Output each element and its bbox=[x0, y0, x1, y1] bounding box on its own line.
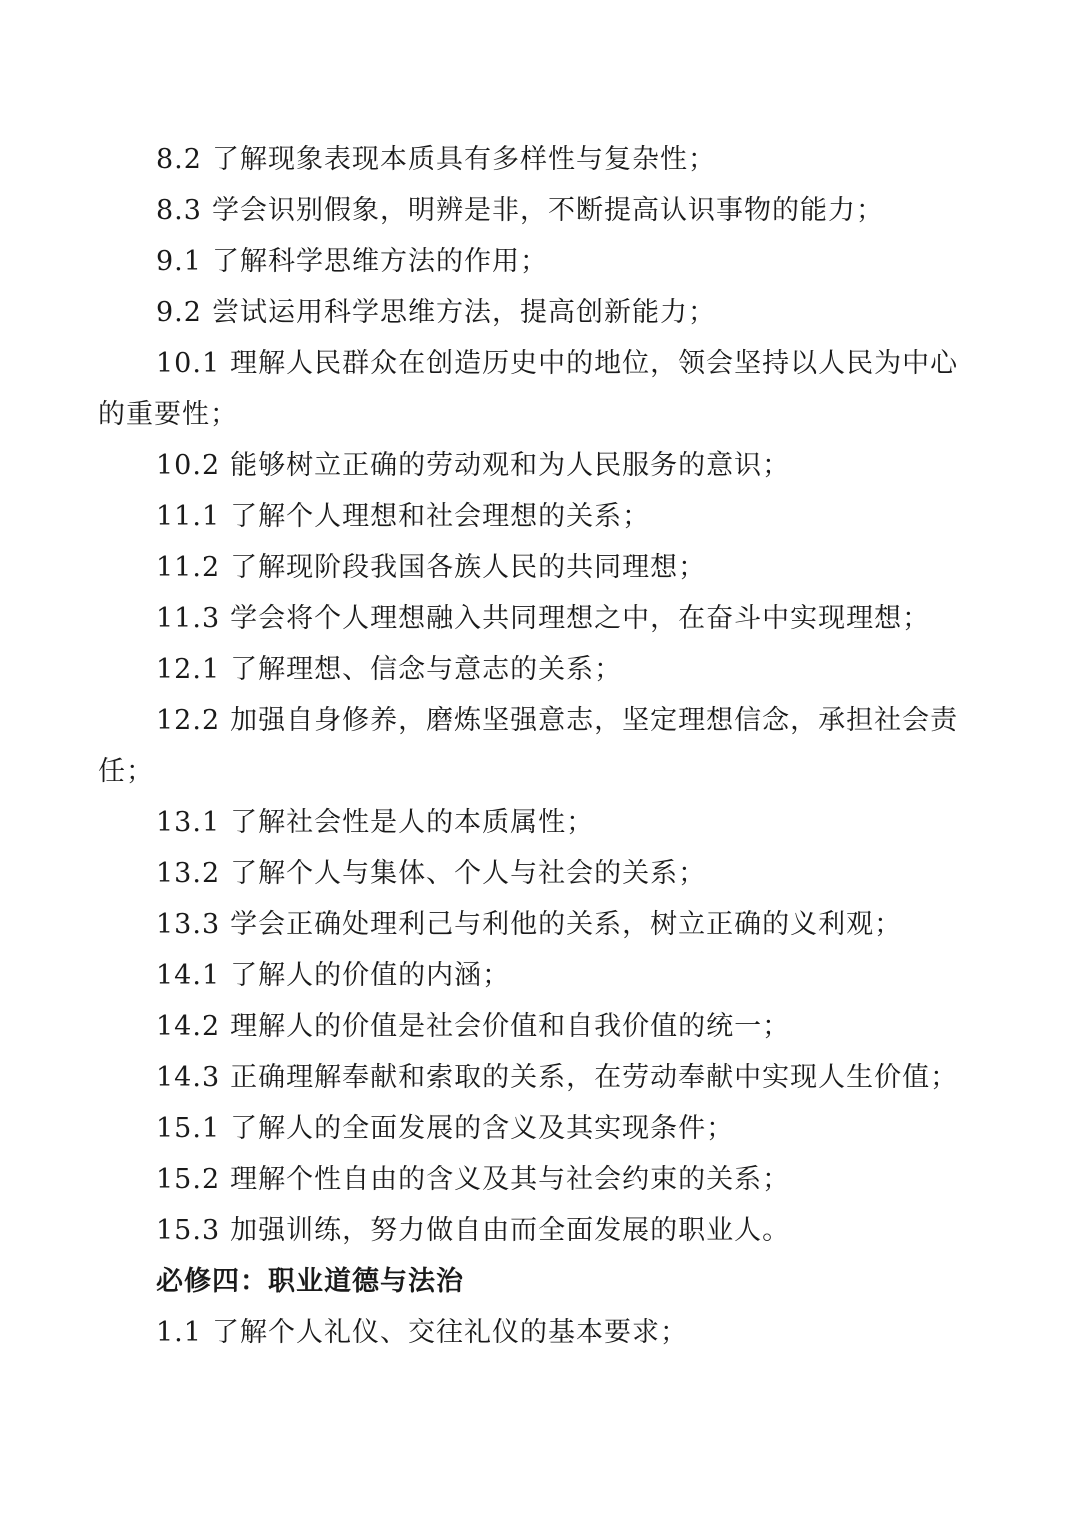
list-item bbox=[98, 644, 988, 695]
item-text: 了解科学思维方法的作用； bbox=[211, 246, 548, 277]
item-text: 的重要性； bbox=[98, 399, 238, 430]
list-item bbox=[98, 440, 988, 491]
item-number: 12.2 bbox=[156, 705, 221, 736]
item-number: 14.2 bbox=[156, 1011, 221, 1042]
section-heading-text: 必修四：职业道德与法治 bbox=[156, 1266, 464, 1297]
item-number: 9.2 bbox=[156, 297, 202, 328]
item-text: 理解个性自由的含义及其与社会约束的关系； bbox=[230, 1164, 791, 1195]
item-number: 8.2 bbox=[156, 144, 202, 175]
item-text: 学会正确处理利己与利他的关系，树立正确的义利观； bbox=[230, 909, 903, 940]
item-number: 9.1 bbox=[156, 246, 202, 277]
item-number: 10.2 bbox=[156, 450, 221, 481]
item-text: 理解人的价值是社会价值和自我价值的统一； bbox=[230, 1011, 791, 1042]
item-text: 了解个人礼仪、交往礼仪的基本要求； bbox=[211, 1317, 688, 1348]
item-text: 了解人的全面发展的含义及其实现条件； bbox=[230, 1113, 735, 1144]
item-number: 11.2 bbox=[156, 552, 221, 583]
item-text: 理解人民群众在创造历史中的地位，领会坚持以人民为中心 bbox=[230, 348, 959, 379]
item-number: 11.3 bbox=[156, 603, 221, 634]
list-item bbox=[98, 491, 988, 542]
list-item bbox=[98, 797, 988, 848]
item-number: 14.3 bbox=[156, 1062, 221, 1093]
item-number: 12.1 bbox=[156, 654, 221, 685]
item-number: 13.3 bbox=[156, 909, 221, 940]
item-number: 1.1 bbox=[156, 1317, 202, 1348]
item-text: 任； bbox=[98, 756, 154, 787]
list-item bbox=[98, 1307, 988, 1358]
item-text: 学会将个人理想融入共同理想之中，在奋斗中实现理想； bbox=[230, 603, 931, 634]
item-text: 了解个人与集体、个人与社会的关系； bbox=[230, 858, 707, 889]
item-number: 13.1 bbox=[156, 807, 221, 838]
item-number: 13.2 bbox=[156, 858, 221, 889]
list-item bbox=[98, 542, 988, 593]
list-item bbox=[98, 185, 988, 236]
list-item bbox=[98, 134, 988, 185]
item-number: 8.3 bbox=[156, 195, 202, 226]
list-item bbox=[98, 899, 988, 950]
item-number: 15.1 bbox=[156, 1113, 221, 1144]
list-item bbox=[98, 593, 988, 644]
list-item bbox=[98, 848, 988, 899]
item-text: 了解人的价值的内涵； bbox=[230, 960, 511, 991]
item-text: 能够树立正确的劳动观和为人民服务的意识； bbox=[230, 450, 791, 481]
item-number: 10.1 bbox=[156, 348, 221, 379]
document-body bbox=[98, 134, 988, 1358]
item-number: 14.1 bbox=[156, 960, 221, 991]
item-text: 了解现阶段我国各族人民的共同理想； bbox=[230, 552, 707, 583]
list-item bbox=[98, 950, 988, 1001]
list-item bbox=[98, 695, 988, 746]
list-item bbox=[98, 287, 988, 338]
item-number: 15.2 bbox=[156, 1164, 221, 1195]
item-number: 15.3 bbox=[156, 1215, 221, 1246]
item-text: 加强自身修养，磨炼坚强意志，坚定理想信念，承担社会责 bbox=[230, 705, 959, 736]
list-item bbox=[98, 236, 988, 287]
list-item bbox=[98, 1001, 988, 1052]
item-text: 了解个人理想和社会理想的关系； bbox=[230, 501, 651, 532]
item-text: 尝试运用科学思维方法，提高创新能力； bbox=[211, 297, 716, 328]
list-item bbox=[98, 1052, 988, 1103]
list-item bbox=[98, 338, 988, 389]
item-text: 正确理解奉献和索取的关系，在劳动奉献中实现人生价值； bbox=[230, 1062, 959, 1093]
list-item bbox=[98, 1154, 988, 1205]
item-text: 了解现象表现本质具有多样性与复杂性； bbox=[211, 144, 716, 175]
section-heading bbox=[98, 1256, 988, 1307]
item-text: 加强训练，努力做自由而全面发展的职业人。 bbox=[230, 1215, 791, 1246]
item-number: 11.1 bbox=[156, 501, 221, 532]
list-item bbox=[98, 1103, 988, 1154]
item-text: 学会识别假象，明辨是非，不断提高认识事物的能力； bbox=[211, 195, 884, 226]
list-item-continuation bbox=[98, 746, 988, 797]
list-item-continuation bbox=[98, 389, 988, 440]
item-text: 了解社会性是人的本质属性； bbox=[230, 807, 595, 838]
item-text: 了解理想、信念与意志的关系； bbox=[230, 654, 623, 685]
list-item bbox=[98, 1205, 988, 1256]
